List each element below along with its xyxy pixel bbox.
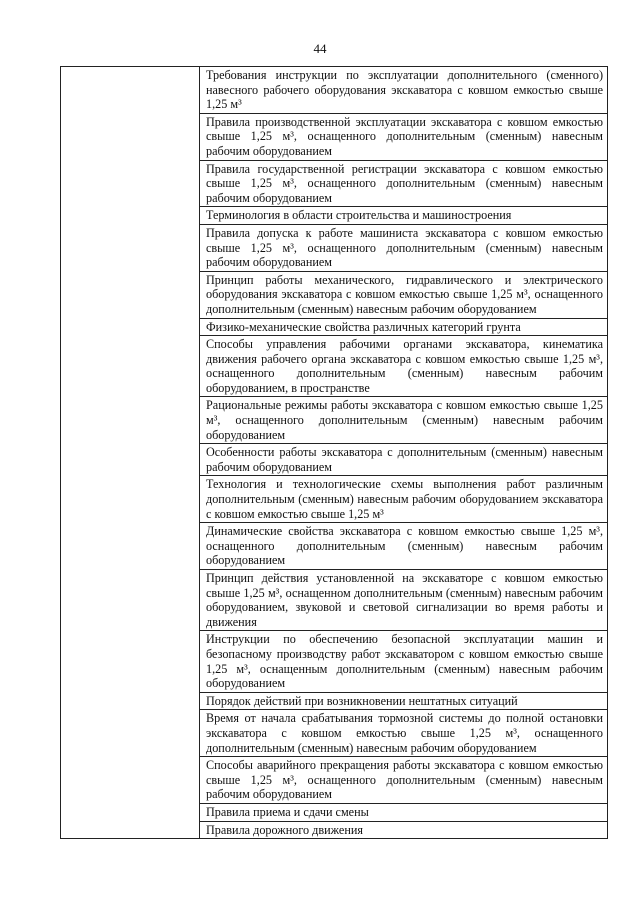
requirement-item: Правила допуска к работе машиниста экскаватора с ковшом емкостью свыше 1,25 м³, оснащенного дополнительным (сменным) навесным рабочим оборудованием bbox=[200, 225, 607, 272]
requirements-table bbox=[60, 66, 608, 839]
requirement-item: Способы аварийного прекращения работы экскаватора с ковшом емкостью свыше 1,25 м³, оснащенного дополнительным (сменным) навесным рабочим оборудованием bbox=[200, 757, 607, 804]
requirement-item: Рациональные режимы работы экскаватора с ковшом емкостью свыше 1,25 м³, оснащенного дополнительным (сменным) навесным рабочим оборудованием bbox=[200, 397, 607, 444]
requirement-item: Время от начала срабатывания тормозной системы до полной остановки экскаватора с ковшом емкостью свыше 1,25 м³, оснащенного дополнительным (сменным) навесным рабочим оборудованием bbox=[200, 710, 607, 757]
requirements-column-cell bbox=[200, 67, 608, 839]
requirement-item: Принцип действия установленной на экскаваторе с ковшом емкостью свыше 1,25 м³, оснащенном дополнительным (сменным) навесным рабочим оборудованием, звуковой и световой сигнализации во время работы и движения bbox=[200, 570, 607, 631]
requirement-item: Терминология в области строительства и машиностроения bbox=[200, 207, 607, 225]
requirement-item: Правила дорожного движения bbox=[206, 822, 363, 837]
page-number: 44 bbox=[313, 41, 327, 56]
table-row bbox=[61, 67, 608, 839]
label-column-cell bbox=[61, 67, 200, 839]
requirement-item: Инструкции по обеспечению безопасной эксплуатации машин и безопасному производству работ экскаватором с ковшом емкостью свыше 1,25 м³, оснащенным дополнительным (сменным) навесным рабочим оборудованием bbox=[200, 631, 607, 692]
requirement-item: Порядок действий при возникновении нештатных ситуаций bbox=[200, 693, 607, 711]
requirement-item: Принцип работы механического, гидравлического и электрического оборудования экскаватора с ковшом емкостью свыше 1,25 м³, оснащенного дополнительным (сменным) навесным рабочим оборудованием bbox=[200, 272, 607, 319]
requirement-item: Динамические свойства экскаватора с ковшом емкостью свыше 1,25 м³, оснащенного дополнительным (сменным) навесным рабочим оборудованием bbox=[200, 523, 607, 570]
requirement-item: Технология и технологические схемы выполнения работ различным дополнительным (сменным) навесным рабочим оборудованием экскаватора с ковшом емкостью свыше 1,25 м³ bbox=[200, 476, 607, 523]
requirement-item: Способы управления рабочими органами экскаватора, кинематика движения рабочего органа экскаватора с ковшом емкостью свыше 1,25 м³, оснащенного дополнительным (сменным) навесным рабочим оборудованием, в пространстве bbox=[200, 336, 607, 397]
requirement-item: Правила государственной регистрации экскаватора с ковшом емкостью свыше 1,25 м³, оснащенного дополнительным (сменным) навесным рабочим оборудованием bbox=[200, 161, 607, 208]
requirement-item: Требования инструкции по эксплуатации дополнительного (сменного) навесного рабочего оборудования экскаватора с ковшом емкостью свыше 1,25 м³ bbox=[200, 67, 607, 114]
requirement-item: Особенности работы экскаватора с дополнительным (сменным) навесным рабочим оборудованием bbox=[200, 444, 607, 476]
requirement-item: Правила производственной эксплуатации экскаватора с ковшом емкостью свыше 1,25 м³, оснащенного дополнительным (сменным) навесным рабочим оборудованием bbox=[200, 114, 607, 161]
requirement-item: Правила приема и сдачи смены bbox=[200, 804, 607, 822]
requirement-item: Физико-механические свойства различных категорий грунта bbox=[200, 319, 607, 337]
